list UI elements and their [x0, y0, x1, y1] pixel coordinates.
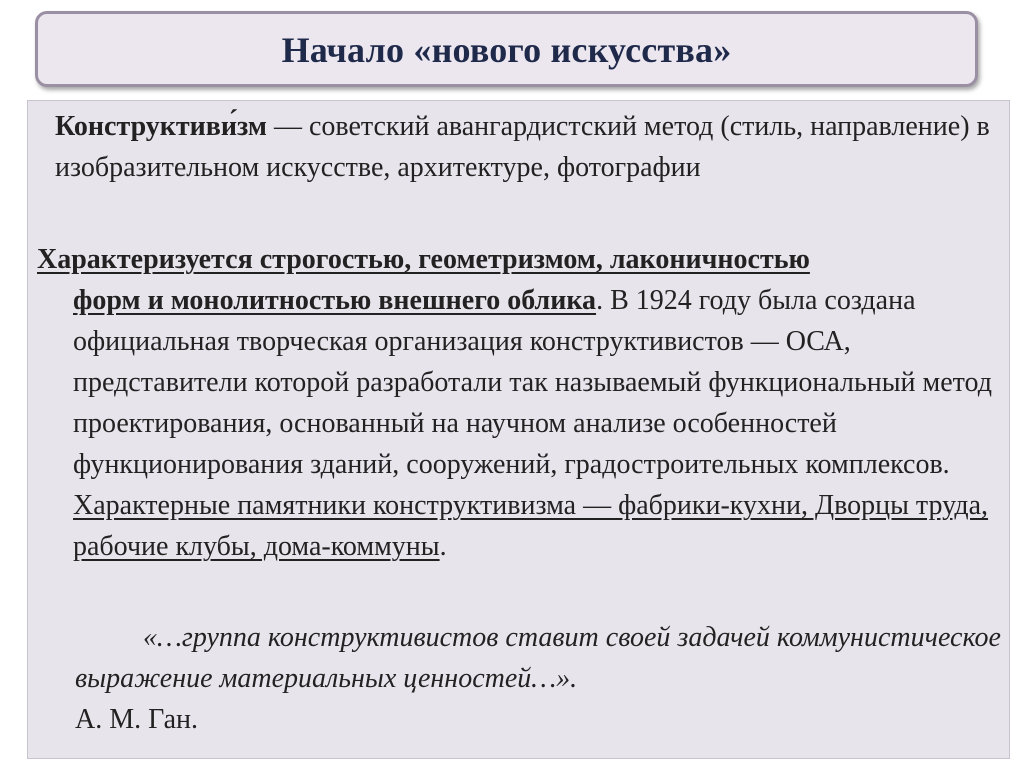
quote-author: А. М. Ган.	[75, 704, 199, 735]
title-box	[35, 11, 978, 87]
paragraph-end: .	[439, 531, 447, 562]
definition-term: Конструктиви́зм	[55, 111, 267, 142]
slide-title: Начало «нового искусства»	[281, 30, 732, 70]
quote-text: «…группа конструктивистов ставит своей задачей коммунистическое выражение материальных ценностей…».	[75, 622, 1001, 694]
definition-text: — советский авангардистский метод (стиль, направление) в изобразительном искусстве, архитектуре, фотографии	[55, 111, 990, 183]
quote-paragraph	[75, 617, 1005, 740]
monuments-text: Характерные памятники конструктивизма — фабрики-кухни, Дворцы труда, рабочие клубы, дома-коммуны	[73, 490, 989, 562]
definition-paragraph	[55, 106, 995, 188]
characteristics-paragraph	[37, 239, 997, 567]
characteristics-text: . В 1924 году была создана официальная творческая организация конструктивистов — ОСА, представители которой разработали так называемый функциональный метод проектирования, основанный на научном анализе особенностей функционирования зданий, сооружений, градостроительных комплексов.	[73, 285, 992, 480]
characteristics-bold-2: форм и монолитностью внешнего облика	[73, 285, 597, 316]
characteristics-bold-1: Характеризуется строгостью, геометризмом, лаконичностью	[37, 244, 810, 275]
